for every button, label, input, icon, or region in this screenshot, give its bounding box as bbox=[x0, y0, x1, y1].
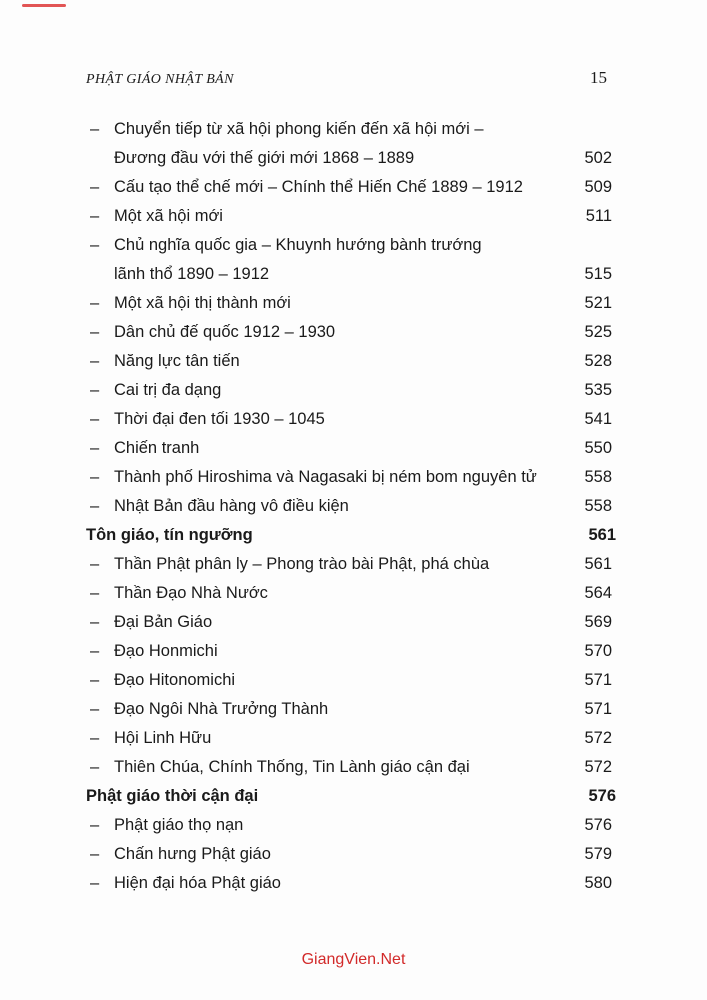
entry-page: 509 bbox=[584, 178, 612, 196]
entry-page: 528 bbox=[584, 352, 612, 370]
entry-title: Dân chủ đế quốc 1912 – 1930 bbox=[114, 323, 336, 341]
entry-page: 571 bbox=[584, 671, 612, 689]
entry-dash: – bbox=[90, 468, 100, 486]
toc-entry bbox=[90, 434, 612, 463]
entry-title-line: lãnh thổ 1890 – 1912 bbox=[114, 265, 270, 283]
toc-entry bbox=[90, 550, 612, 579]
toc-entry bbox=[90, 173, 612, 202]
entry-title: Thời đại đen tối 1930 – 1045 bbox=[114, 410, 325, 428]
toc-section-religion bbox=[86, 521, 616, 550]
entry-title-line: Đương đầu với thế giới mới 1868 – 1889 bbox=[114, 149, 415, 167]
toc-entry bbox=[90, 637, 612, 666]
entry-dash: – bbox=[90, 323, 100, 341]
entry-title: Đạo Honmichi bbox=[114, 642, 218, 660]
toc-entry bbox=[90, 840, 612, 869]
page-number: 15 bbox=[590, 68, 607, 87]
entry-dash: – bbox=[90, 671, 100, 689]
toc-entry bbox=[90, 666, 612, 695]
entry-page: 569 bbox=[584, 613, 612, 631]
entry-dash: – bbox=[90, 207, 100, 225]
toc-entry bbox=[90, 724, 612, 753]
entry-dash: – bbox=[90, 729, 100, 747]
entry-dash: – bbox=[90, 236, 100, 254]
entry-title: Hiện đại hóa Phật giáo bbox=[114, 874, 281, 892]
entry-dash: – bbox=[90, 613, 100, 631]
entry-title: Phật giáo thọ nạn bbox=[114, 816, 244, 834]
entry-dash: – bbox=[90, 700, 100, 718]
toc-entry bbox=[90, 608, 612, 637]
toc-entry bbox=[90, 579, 612, 608]
entry-title: Năng lực tân tiến bbox=[114, 352, 240, 370]
toc-entry bbox=[90, 376, 612, 405]
toc-entry bbox=[90, 318, 612, 347]
entry-dash: – bbox=[90, 845, 100, 863]
section-title: Phật giáo thời cận đại bbox=[86, 787, 259, 805]
entry-page: 572 bbox=[584, 758, 612, 776]
entry-title: Đại Bản Giáo bbox=[114, 613, 213, 631]
entry-title bbox=[114, 231, 556, 289]
toc-entry bbox=[90, 231, 612, 289]
entry-dash: – bbox=[90, 642, 100, 660]
entry-page: 535 bbox=[584, 381, 612, 399]
entry-dash: – bbox=[90, 120, 100, 138]
entry-page: 571 bbox=[584, 700, 612, 718]
entry-title: Cai trị đa dạng bbox=[114, 381, 222, 399]
entry-page: 564 bbox=[584, 584, 612, 602]
entry-dash: – bbox=[90, 410, 100, 428]
entry-title: Thần Đạo Nhà Nước bbox=[114, 584, 268, 602]
running-header bbox=[86, 68, 607, 98]
entry-page: 521 bbox=[584, 294, 612, 312]
entry-title: Đạo Ngôi Nhà Trưởng Thành bbox=[114, 700, 329, 718]
entry-title: Thiên Chúa, Chính Thống, Tin Lành giáo cận đại bbox=[114, 758, 470, 776]
entry-page: 579 bbox=[584, 845, 612, 863]
entry-dash: – bbox=[90, 874, 100, 892]
toc-entry bbox=[90, 289, 612, 318]
entry-page: 515 bbox=[584, 265, 612, 283]
toc-entry bbox=[90, 202, 612, 231]
section-page: 576 bbox=[588, 787, 616, 805]
entry-title: Cấu tạo thể chế mới – Chính thể Hiến Chế 1889 – 1912 bbox=[114, 178, 523, 196]
entry-dash: – bbox=[90, 439, 100, 457]
entry-dash: – bbox=[90, 584, 100, 602]
entry-title: Thần Phật phân ly – Phong trào bài Phật, phá chùa bbox=[114, 555, 490, 573]
toc-entry bbox=[90, 347, 612, 376]
toc-entry bbox=[90, 492, 612, 521]
entry-title: Nhật Bản đầu hàng vô điều kiện bbox=[114, 497, 349, 515]
entry-dash: – bbox=[90, 178, 100, 196]
entry-page: 502 bbox=[584, 149, 612, 167]
toc-entry bbox=[90, 405, 612, 434]
entry-title bbox=[114, 115, 556, 173]
toc-entry bbox=[90, 115, 612, 173]
table-of-contents bbox=[86, 115, 616, 898]
entry-page: 561 bbox=[584, 555, 612, 573]
entry-title: Chấn hưng Phật giáo bbox=[114, 845, 271, 863]
entry-dash: – bbox=[90, 381, 100, 399]
entry-page: 558 bbox=[584, 497, 612, 515]
toc-entry bbox=[90, 753, 612, 782]
entry-title: Thành phố Hiroshima và Nagasaki bị ném bom nguyên tử bbox=[114, 468, 537, 486]
entry-title: Hội Linh Hữu bbox=[114, 729, 212, 747]
entry-title-line: Chuyển tiếp từ xã hội phong kiến đến xã hội mới – bbox=[114, 120, 484, 138]
section-title: Tôn giáo, tín ngưỡng bbox=[86, 526, 253, 544]
toc-entry bbox=[90, 695, 612, 724]
entry-title: Một xã hội mới bbox=[114, 207, 223, 225]
entry-page: 576 bbox=[584, 816, 612, 834]
entry-dash: – bbox=[90, 816, 100, 834]
toc-entry bbox=[90, 869, 612, 898]
entry-dash: – bbox=[90, 758, 100, 776]
entry-dash: – bbox=[90, 497, 100, 515]
entry-page: 525 bbox=[584, 323, 612, 341]
entry-page: 570 bbox=[584, 642, 612, 660]
entry-page: 541 bbox=[584, 410, 612, 428]
entry-dash: – bbox=[90, 555, 100, 573]
entry-page: 580 bbox=[584, 874, 612, 892]
section-page: 561 bbox=[588, 526, 616, 544]
entry-page: 511 bbox=[585, 207, 612, 225]
entry-title-line: Chủ nghĩa quốc gia – Khuynh hướng bành trướng bbox=[114, 236, 482, 254]
top-edge-mark bbox=[22, 4, 66, 7]
entry-dash: – bbox=[90, 294, 100, 312]
entry-page: 558 bbox=[584, 468, 612, 486]
entry-title: Một xã hội thị thành mới bbox=[114, 294, 291, 312]
entry-title: Chiến tranh bbox=[114, 439, 200, 457]
entry-page: 572 bbox=[584, 729, 612, 747]
running-title: PHẬT GIÁO NHẬT BẢN bbox=[86, 72, 234, 87]
footer-credit: GiangVien.Net bbox=[301, 951, 406, 968]
entry-page: 550 bbox=[584, 439, 612, 457]
entry-dash: – bbox=[90, 352, 100, 370]
toc-section-buddhism bbox=[86, 782, 616, 811]
toc-entry bbox=[90, 463, 612, 492]
entry-title: Đạo Hitonomichi bbox=[114, 671, 236, 689]
toc-entry bbox=[90, 811, 612, 840]
